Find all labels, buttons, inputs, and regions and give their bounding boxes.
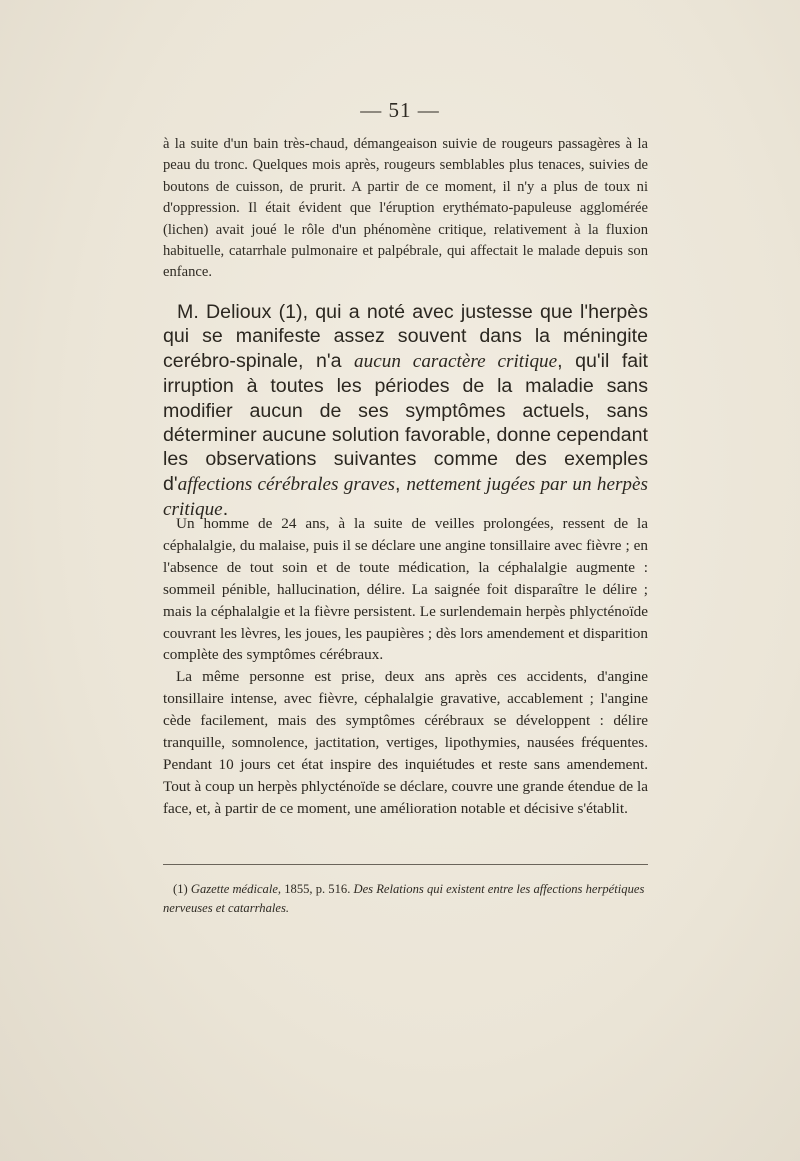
paragraph-delioux-part-1: M. Delioux (1), qui a noté avec justesse que l'herpès qui se manifeste assez souvent dans la méningite cerébro-spinale, n'a [163,301,648,372]
paragraph-delioux-part-4: . [222,498,229,521]
paragraph-delioux-italic-2: affections cérébrales graves [177,473,395,495]
footnote-title: Des Relations qui existent entre les affections herpétiques nerveuses et catarrhales. [163,882,645,915]
paragraph-continuation: à la suite d'un bain très-chaud, démangeaison suivie de rougeurs passagères à la peau du tronc. Quelques mois après, rougeurs semblables plus tenaces, suivies de boutons de cuisson, de prurit. A partir de ce moment, il n'y a plus de toux ni d'oppression. Il était évident que l'éruption erythémato-papuleuse agglomérée (lichen) avait joué le rôle d'un phénomène critique, relativement à la fluxion habituelle, catarrhale pulmonaire et palpébrale, qui affectait le malade depuis son enfance. [163,136,648,281]
case-observations [163,513,648,820]
footnote-citation: , 1855, p. 516. [277,882,354,896]
page-number: — 51 — [360,98,440,122]
footnote-source: Gazette médicale [190,882,278,896]
paragraph-delioux-part-2: , qu'il fait irruption à toutes les périodes de la maladie sans modifier aucun de ses symptômes actuels, sans déterminer aucune solution favorable, donne cependant les observations suivantes comme des exemples d' [163,349,648,495]
paragraph-delioux-italic-1: aucun caractère critique [354,350,558,372]
footnote [163,880,648,917]
case-observation-1: Un homme de 24 ans, à la suite de veilles prolongées, ressent de la céphalalgie, du malaise, puis il se déclare une angine tonsillaire avec fièvre ; en l'absence de tout soin et de toute médication, la céphalalgie augmente : sommeil pénible, hallucination, délire. La saignée foit disparaître le délire ; mais la céphalalgie et la fièvre persistent. Le surlendemain herpès phlycténoïde couvrant les lèvres, les joues, les paupières ; dès lors amendement et disparition complète des symptômes cérébraux. [163,515,648,664]
case-observation-2: La même personne est prise, deux ans après ces accidents, d'angine tonsillaire intense, avec fièvre, céphalalgie gravative, accablement ; l'angine cède facilement, mais des symptômes cérébraux se développent : délire tranquille, somnolence, jactitation, vertiges, lipothymies, nausées fréquentes. Pendant 10 jours cet état inspire des inquiétudes et reste sans amendement. Tout à coup un herpès phlycténoïde se déclare, couvre une grande étendue de la face, et, à partir de ce moment, une amélioration notable et décisive s'établit. [163,668,648,817]
paragraph-delioux-italic-3: nettement jugées par un herpès critique [163,473,649,521]
paragraph-delioux [163,300,648,523]
footnote-marker: (1) [173,882,191,896]
paragraph-delioux-part-3: , [394,472,407,495]
footnote-divider [163,864,648,865]
